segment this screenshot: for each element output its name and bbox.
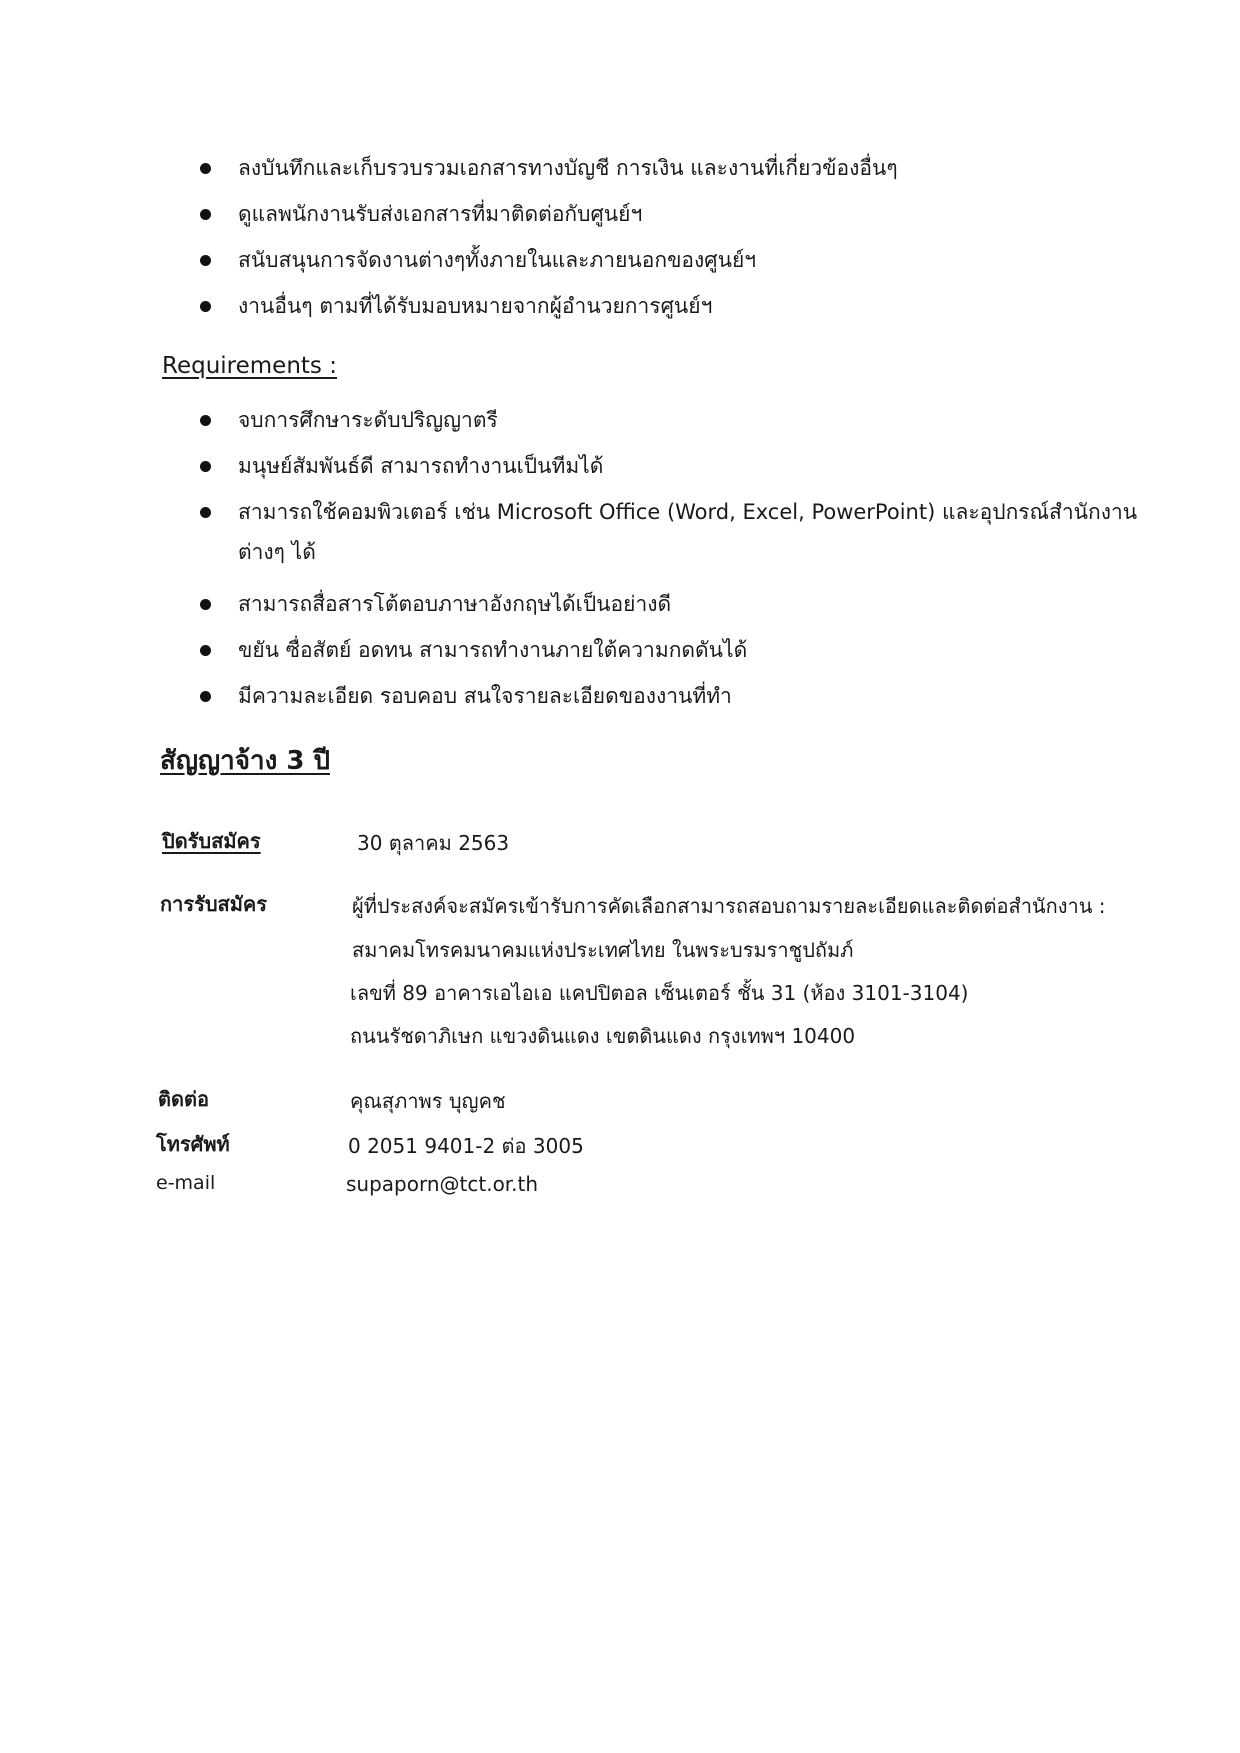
duty-text: สนับสนุนการจัดงานต่างๆทั้งภายในและภายนอกของศูนย์ฯ (238, 248, 757, 272)
application-line: ถนนรัชดาภิเษก แขวงดินแดง เขตดินแดง กรุงเทพฯ 10400 (350, 1024, 856, 1048)
closing-label: ปิดรับสมัคร (162, 829, 261, 853)
bullet-icon (200, 163, 211, 174)
contact-name: คุณสุภาพร บุญคช (350, 1089, 506, 1113)
requirement-text: มนุษย์สัมพันธ์ดี สามารถทำงานเป็นทีมได้ (238, 454, 604, 478)
duty-text: ดูแลพนักงานรับส่งเอกสารที่มาติดต่อกับศูนย์ฯ (238, 202, 643, 226)
requirement-item (200, 676, 1138, 722)
bullet-icon (200, 301, 211, 312)
application-line: ผู้ที่ประสงค์จะสมัครเข้ารับการคัดเลือกสามารถสอบถามรายละเอียดและติดต่อสำนักงาน : (352, 894, 1106, 918)
closing-date: 30 ตุลาคม 2563 (357, 831, 510, 855)
requirement-item (200, 584, 1138, 630)
duty-item (200, 148, 898, 194)
requirement-text: สามารถสื่อสารโต้ตอบภาษาอังกฤษได้เป็นอย่างดี (238, 592, 672, 616)
contract-heading: สัญญาจ้าง 3 ปี (160, 746, 331, 776)
bullet-icon (200, 691, 211, 702)
application-line: เลขที่ 89 อาคารเอไอเอ แคปปิตอล เซ็นเตอร์ ชั้น 31 (ห้อง 3101-3104) (350, 981, 969, 1005)
application-label: การรับสมัคร (160, 892, 268, 916)
bullet-icon (200, 415, 211, 426)
bullet-icon (200, 209, 211, 220)
requirement-text: ขยัน ซื่อสัตย์ อดทน สามารถทำงานภายใต้ความกดดันได้ (238, 638, 748, 662)
requirement-item (200, 446, 1138, 492)
application-line: สมาคมโทรคมนาคมแห่งประเทศไทย ในพระบรมราชูปถัมภ์ (352, 938, 854, 962)
duties-list (200, 148, 898, 332)
requirement-text: สามารถใช้คอมพิวเตอร์ เช่น Microsoft Office (Word, Excel, PowerPoint) และอุปกรณ์สำนักงาน ต่างๆ ได้ (238, 500, 1138, 564)
requirement-text: มีความละเอียด รอบคอบ สนใจรายละเอียดของงานที่ทำ (238, 684, 732, 708)
requirement-text: จบการศึกษาระดับปริญญาตรี (238, 408, 498, 432)
email-label: e-mail (156, 1172, 216, 1194)
duty-item (200, 194, 898, 240)
requirement-item (200, 400, 1138, 446)
bullet-icon (200, 645, 211, 656)
duty-item (200, 286, 898, 332)
requirement-item (200, 492, 1138, 584)
contact-label: ติดต่อ (158, 1087, 209, 1111)
duty-text: งานอื่นๆ ตามที่ได้รับมอบหมายจากผู้อำนวยการศูนย์ฯ (238, 294, 713, 318)
phone-label: โทรศัพท์ (156, 1132, 230, 1156)
duty-text: ลงบันทึกและเก็บรวบรวมเอกสารทางบัญชี การเงิน และงานที่เกี่ยวข้องอื่นๆ (238, 156, 898, 180)
requirement-item (200, 630, 1138, 676)
phone-number: 0 2051 9401-2 ต่อ 3005 (348, 1134, 584, 1158)
bullet-icon (200, 461, 211, 472)
requirements-list (200, 400, 1138, 722)
bullet-icon (200, 599, 211, 610)
requirements-heading: Requirements : (162, 353, 337, 379)
bullet-icon (200, 255, 211, 266)
bullet-icon (200, 507, 211, 518)
duty-item (200, 240, 898, 286)
email-address[interactable]: supaporn@tct.or.th (346, 1172, 539, 1196)
